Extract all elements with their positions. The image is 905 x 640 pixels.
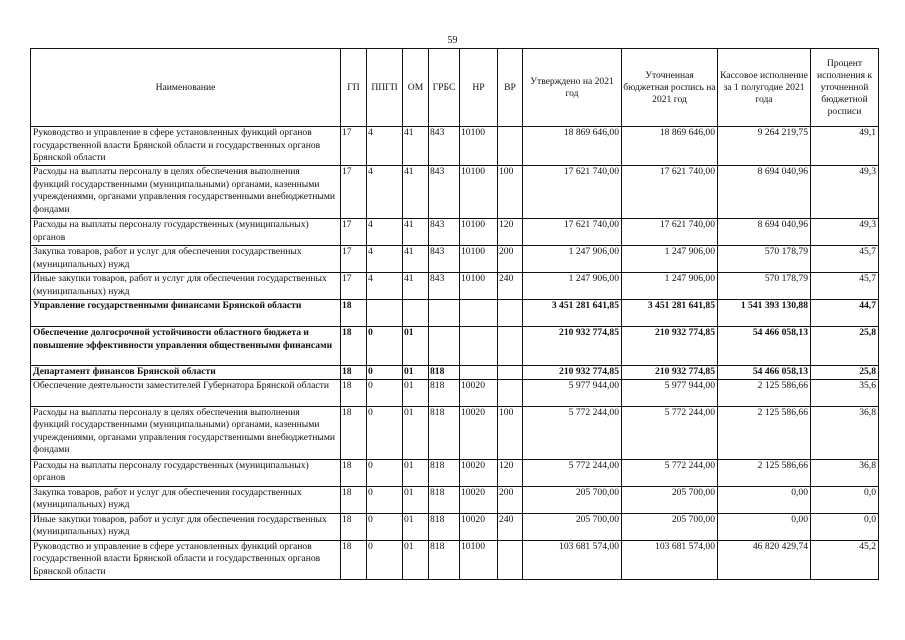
cell-grbs: 818: [429, 366, 460, 380]
cell-np: 10100: [460, 127, 498, 166]
cell-refined: 5 772 244,00: [622, 459, 718, 486]
cell-cash: 8 694 040,96: [718, 166, 811, 219]
cell-ppgp: 0: [367, 327, 403, 366]
cell-name: Руководство и управление в сфере установленных функций органов государственной власти Брянской области и государственных органов Брянской области: [31, 540, 341, 579]
cell-om: 01: [403, 486, 429, 513]
cell-grbs: 843: [429, 127, 460, 166]
cell-cash: 46 820 429,74: [718, 540, 811, 579]
cell-refined: 5 977 944,00: [622, 379, 718, 406]
cell-percent: 49,3: [811, 166, 879, 219]
budget-execution-table: [30, 48, 879, 580]
cell-vr: 240: [498, 513, 523, 540]
table-row: [31, 300, 879, 327]
cell-grbs: 818: [429, 513, 460, 540]
table-row: [31, 459, 879, 486]
cell-ppgp: 0: [367, 459, 403, 486]
cell-approved: 5 772 244,00: [523, 406, 622, 459]
cell-gp: 18: [341, 513, 367, 540]
header-cash: Кассовое исполнение за 1 полугодие 2021 года: [718, 49, 811, 127]
cell-ppgp: [367, 300, 403, 327]
cell-cash: 570 178,79: [718, 273, 811, 300]
cell-om: 41: [403, 166, 429, 219]
table-row: [31, 127, 879, 166]
cell-gp: 17: [341, 127, 367, 166]
cell-ppgp: 0: [367, 540, 403, 579]
cell-approved: 210 932 774,85: [523, 327, 622, 366]
cell-vr: 120: [498, 219, 523, 246]
cell-refined: 17 621 740,00: [622, 166, 718, 219]
cell-approved: 17 621 740,00: [523, 166, 622, 219]
cell-refined: 17 621 740,00: [622, 219, 718, 246]
cell-np: 10020: [460, 379, 498, 406]
cell-gp: 18: [341, 459, 367, 486]
cell-name: Расходы на выплаты персоналу государственных (муниципальных) органов: [31, 459, 341, 486]
cell-gp: 18: [341, 300, 367, 327]
cell-cash: 54 466 058,13: [718, 366, 811, 380]
cell-vr: 200: [498, 246, 523, 273]
table-row: [31, 327, 879, 366]
cell-approved: 210 932 774,85: [523, 366, 622, 380]
cell-refined: 18 869 646,00: [622, 127, 718, 166]
cell-refined: 210 932 774,85: [622, 327, 718, 366]
cell-om: 01: [403, 327, 429, 366]
cell-np: 10100: [460, 273, 498, 300]
cell-grbs: 818: [429, 406, 460, 459]
header-ppgp: ППГП: [367, 49, 403, 127]
cell-refined: 3 451 281 641,85: [622, 300, 718, 327]
cell-cash: 54 466 058,13: [718, 327, 811, 366]
header-np: НР: [460, 49, 498, 127]
cell-np: 10020: [460, 406, 498, 459]
header-name: Наименование: [31, 49, 341, 127]
cell-vr: 100: [498, 166, 523, 219]
table-row: [31, 366, 879, 380]
cell-approved: 1 247 906,00: [523, 273, 622, 300]
cell-ppgp: 4: [367, 219, 403, 246]
cell-percent: 44,7: [811, 300, 879, 327]
cell-name: Обеспечение долгосрочной устойчивости областного бюджета и повышение эффективности управления общественными финансами: [31, 327, 341, 366]
cell-gp: 18: [341, 540, 367, 579]
cell-gp: 18: [341, 486, 367, 513]
cell-vr: 120: [498, 459, 523, 486]
cell-np: 10100: [460, 166, 498, 219]
cell-grbs: 818: [429, 379, 460, 406]
cell-grbs: 843: [429, 166, 460, 219]
cell-om: 01: [403, 513, 429, 540]
cell-gp: 18: [341, 366, 367, 380]
header-approved: Утверждено на 2021 год: [523, 49, 622, 127]
cell-ppgp: 4: [367, 127, 403, 166]
table-row: [31, 486, 879, 513]
cell-name: Руководство и управление в сфере установленных функций органов государственной власти Брянской области и государственных органов Брянской области: [31, 127, 341, 166]
table-row: [31, 273, 879, 300]
cell-refined: 205 700,00: [622, 486, 718, 513]
table-row: [31, 219, 879, 246]
cell-cash: 0,00: [718, 513, 811, 540]
cell-om: 41: [403, 219, 429, 246]
cell-om: 41: [403, 246, 429, 273]
cell-gp: 17: [341, 273, 367, 300]
cell-refined: 5 772 244,00: [622, 406, 718, 459]
cell-gp: 18: [341, 379, 367, 406]
cell-grbs: 843: [429, 273, 460, 300]
cell-percent: 49,3: [811, 219, 879, 246]
cell-refined: 103 681 574,00: [622, 540, 718, 579]
cell-grbs: 818: [429, 459, 460, 486]
cell-gp: 17: [341, 219, 367, 246]
cell-percent: 45,2: [811, 540, 879, 579]
cell-approved: 18 869 646,00: [523, 127, 622, 166]
cell-ppgp: 0: [367, 379, 403, 406]
cell-np: [460, 366, 498, 380]
table-row: [31, 379, 879, 406]
cell-name: Иные закупки товаров, работ и услуг для обеспечения государственных (муниципальных) нужд: [31, 513, 341, 540]
cell-np: 10020: [460, 513, 498, 540]
cell-ppgp: 0: [367, 406, 403, 459]
cell-percent: 36,8: [811, 459, 879, 486]
table-header-row: [31, 49, 879, 127]
cell-percent: 0,0: [811, 513, 879, 540]
cell-gp: 17: [341, 166, 367, 219]
cell-refined: 210 932 774,85: [622, 366, 718, 380]
header-refined: Уточненная бюджетная роспись на 2021 год: [622, 49, 718, 127]
cell-om: 01: [403, 366, 429, 380]
table-row: [31, 246, 879, 273]
cell-grbs: 843: [429, 246, 460, 273]
header-grbs: ГРБС: [429, 49, 460, 127]
cell-name: Расходы на выплаты персоналу в целях обеспечения выполнения функций государственными (муниципальными) органами, казенными учреждениями, органами управления государственными внебюджетными фондами: [31, 406, 341, 459]
cell-refined: 205 700,00: [622, 513, 718, 540]
cell-np: 10020: [460, 459, 498, 486]
cell-np: 10100: [460, 219, 498, 246]
cell-cash: 2 125 586,66: [718, 379, 811, 406]
page-number: 59: [447, 35, 458, 46]
cell-approved: 5 772 244,00: [523, 459, 622, 486]
cell-om: 01: [403, 379, 429, 406]
cell-cash: 9 264 219,75: [718, 127, 811, 166]
cell-name: Департамент финансов Брянской области: [31, 366, 341, 380]
cell-approved: 205 700,00: [523, 513, 622, 540]
cell-percent: 45,7: [811, 246, 879, 273]
cell-om: 01: [403, 406, 429, 459]
cell-approved: 17 621 740,00: [523, 219, 622, 246]
header-percent: Процент исполнения к уточненной бюджетной росписи: [811, 49, 879, 127]
cell-grbs: [429, 300, 460, 327]
cell-vr: [498, 379, 523, 406]
cell-percent: 36,8: [811, 406, 879, 459]
cell-approved: 3 451 281 641,85: [523, 300, 622, 327]
cell-refined: 1 247 906,00: [622, 273, 718, 300]
cell-approved: 205 700,00: [523, 486, 622, 513]
cell-grbs: [429, 327, 460, 366]
cell-cash: 570 178,79: [718, 246, 811, 273]
cell-percent: 35,6: [811, 379, 879, 406]
header-om: ОМ: [403, 49, 429, 127]
cell-vr: [498, 327, 523, 366]
cell-vr: 100: [498, 406, 523, 459]
cell-approved: 1 247 906,00: [523, 246, 622, 273]
cell-cash: 1 541 393 130,88: [718, 300, 811, 327]
cell-vr: 240: [498, 273, 523, 300]
cell-gp: 18: [341, 406, 367, 459]
cell-om: 41: [403, 127, 429, 166]
table-row: [31, 406, 879, 459]
cell-gp: 17: [341, 246, 367, 273]
cell-name: Расходы на выплаты персоналу в целях обеспечения выполнения функций государственными (муниципальными) органами, казенными учреждениями, органами управления государственными внебюджетными фондами: [31, 166, 341, 219]
cell-cash: 2 125 586,66: [718, 406, 811, 459]
cell-ppgp: 0: [367, 366, 403, 380]
cell-np: 10020: [460, 486, 498, 513]
cell-name: Расходы на выплаты персоналу государственных (муниципальных) органов: [31, 219, 341, 246]
cell-cash: 8 694 040,96: [718, 219, 811, 246]
cell-cash: 0,00: [718, 486, 811, 513]
header-gp: ГП: [341, 49, 367, 127]
cell-vr: [498, 366, 523, 380]
cell-percent: 25,8: [811, 366, 879, 380]
cell-om: 01: [403, 459, 429, 486]
cell-ppgp: 4: [367, 273, 403, 300]
cell-vr: 200: [498, 486, 523, 513]
cell-name: Управление государственными финансами Брянской области: [31, 300, 341, 327]
cell-np: 10100: [460, 540, 498, 579]
header-vr: ВР: [498, 49, 523, 127]
cell-name: Обеспечение деятельности заместителей Губернатора Брянской области: [31, 379, 341, 406]
cell-percent: 0,0: [811, 486, 879, 513]
cell-refined: 1 247 906,00: [622, 246, 718, 273]
cell-vr: [498, 540, 523, 579]
cell-om: 01: [403, 540, 429, 579]
cell-name: Закупка товаров, работ и услуг для обеспечения государственных (муниципальных) нужд: [31, 486, 341, 513]
cell-vr: [498, 300, 523, 327]
cell-grbs: 843: [429, 219, 460, 246]
cell-np: [460, 327, 498, 366]
cell-gp: 18: [341, 327, 367, 366]
cell-om: 41: [403, 273, 429, 300]
cell-ppgp: 0: [367, 486, 403, 513]
cell-name: Закупка товаров, работ и услуг для обеспечения государственных (муниципальных) нужд: [31, 246, 341, 273]
cell-grbs: 818: [429, 486, 460, 513]
cell-ppgp: 4: [367, 166, 403, 219]
cell-ppgp: 4: [367, 246, 403, 273]
table-row: [31, 166, 879, 219]
cell-om: [403, 300, 429, 327]
cell-percent: 49,1: [811, 127, 879, 166]
cell-grbs: 818: [429, 540, 460, 579]
cell-approved: 103 681 574,00: [523, 540, 622, 579]
table-row: [31, 513, 879, 540]
cell-cash: 2 125 586,66: [718, 459, 811, 486]
cell-np: 10100: [460, 246, 498, 273]
table-row: [31, 540, 879, 579]
cell-percent: 25,8: [811, 327, 879, 366]
cell-vr: [498, 127, 523, 166]
cell-percent: 45,7: [811, 273, 879, 300]
cell-name: Иные закупки товаров, работ и услуг для обеспечения государственных (муниципальных) нужд: [31, 273, 341, 300]
cell-ppgp: 0: [367, 513, 403, 540]
cell-np: [460, 300, 498, 327]
cell-approved: 5 977 944,00: [523, 379, 622, 406]
